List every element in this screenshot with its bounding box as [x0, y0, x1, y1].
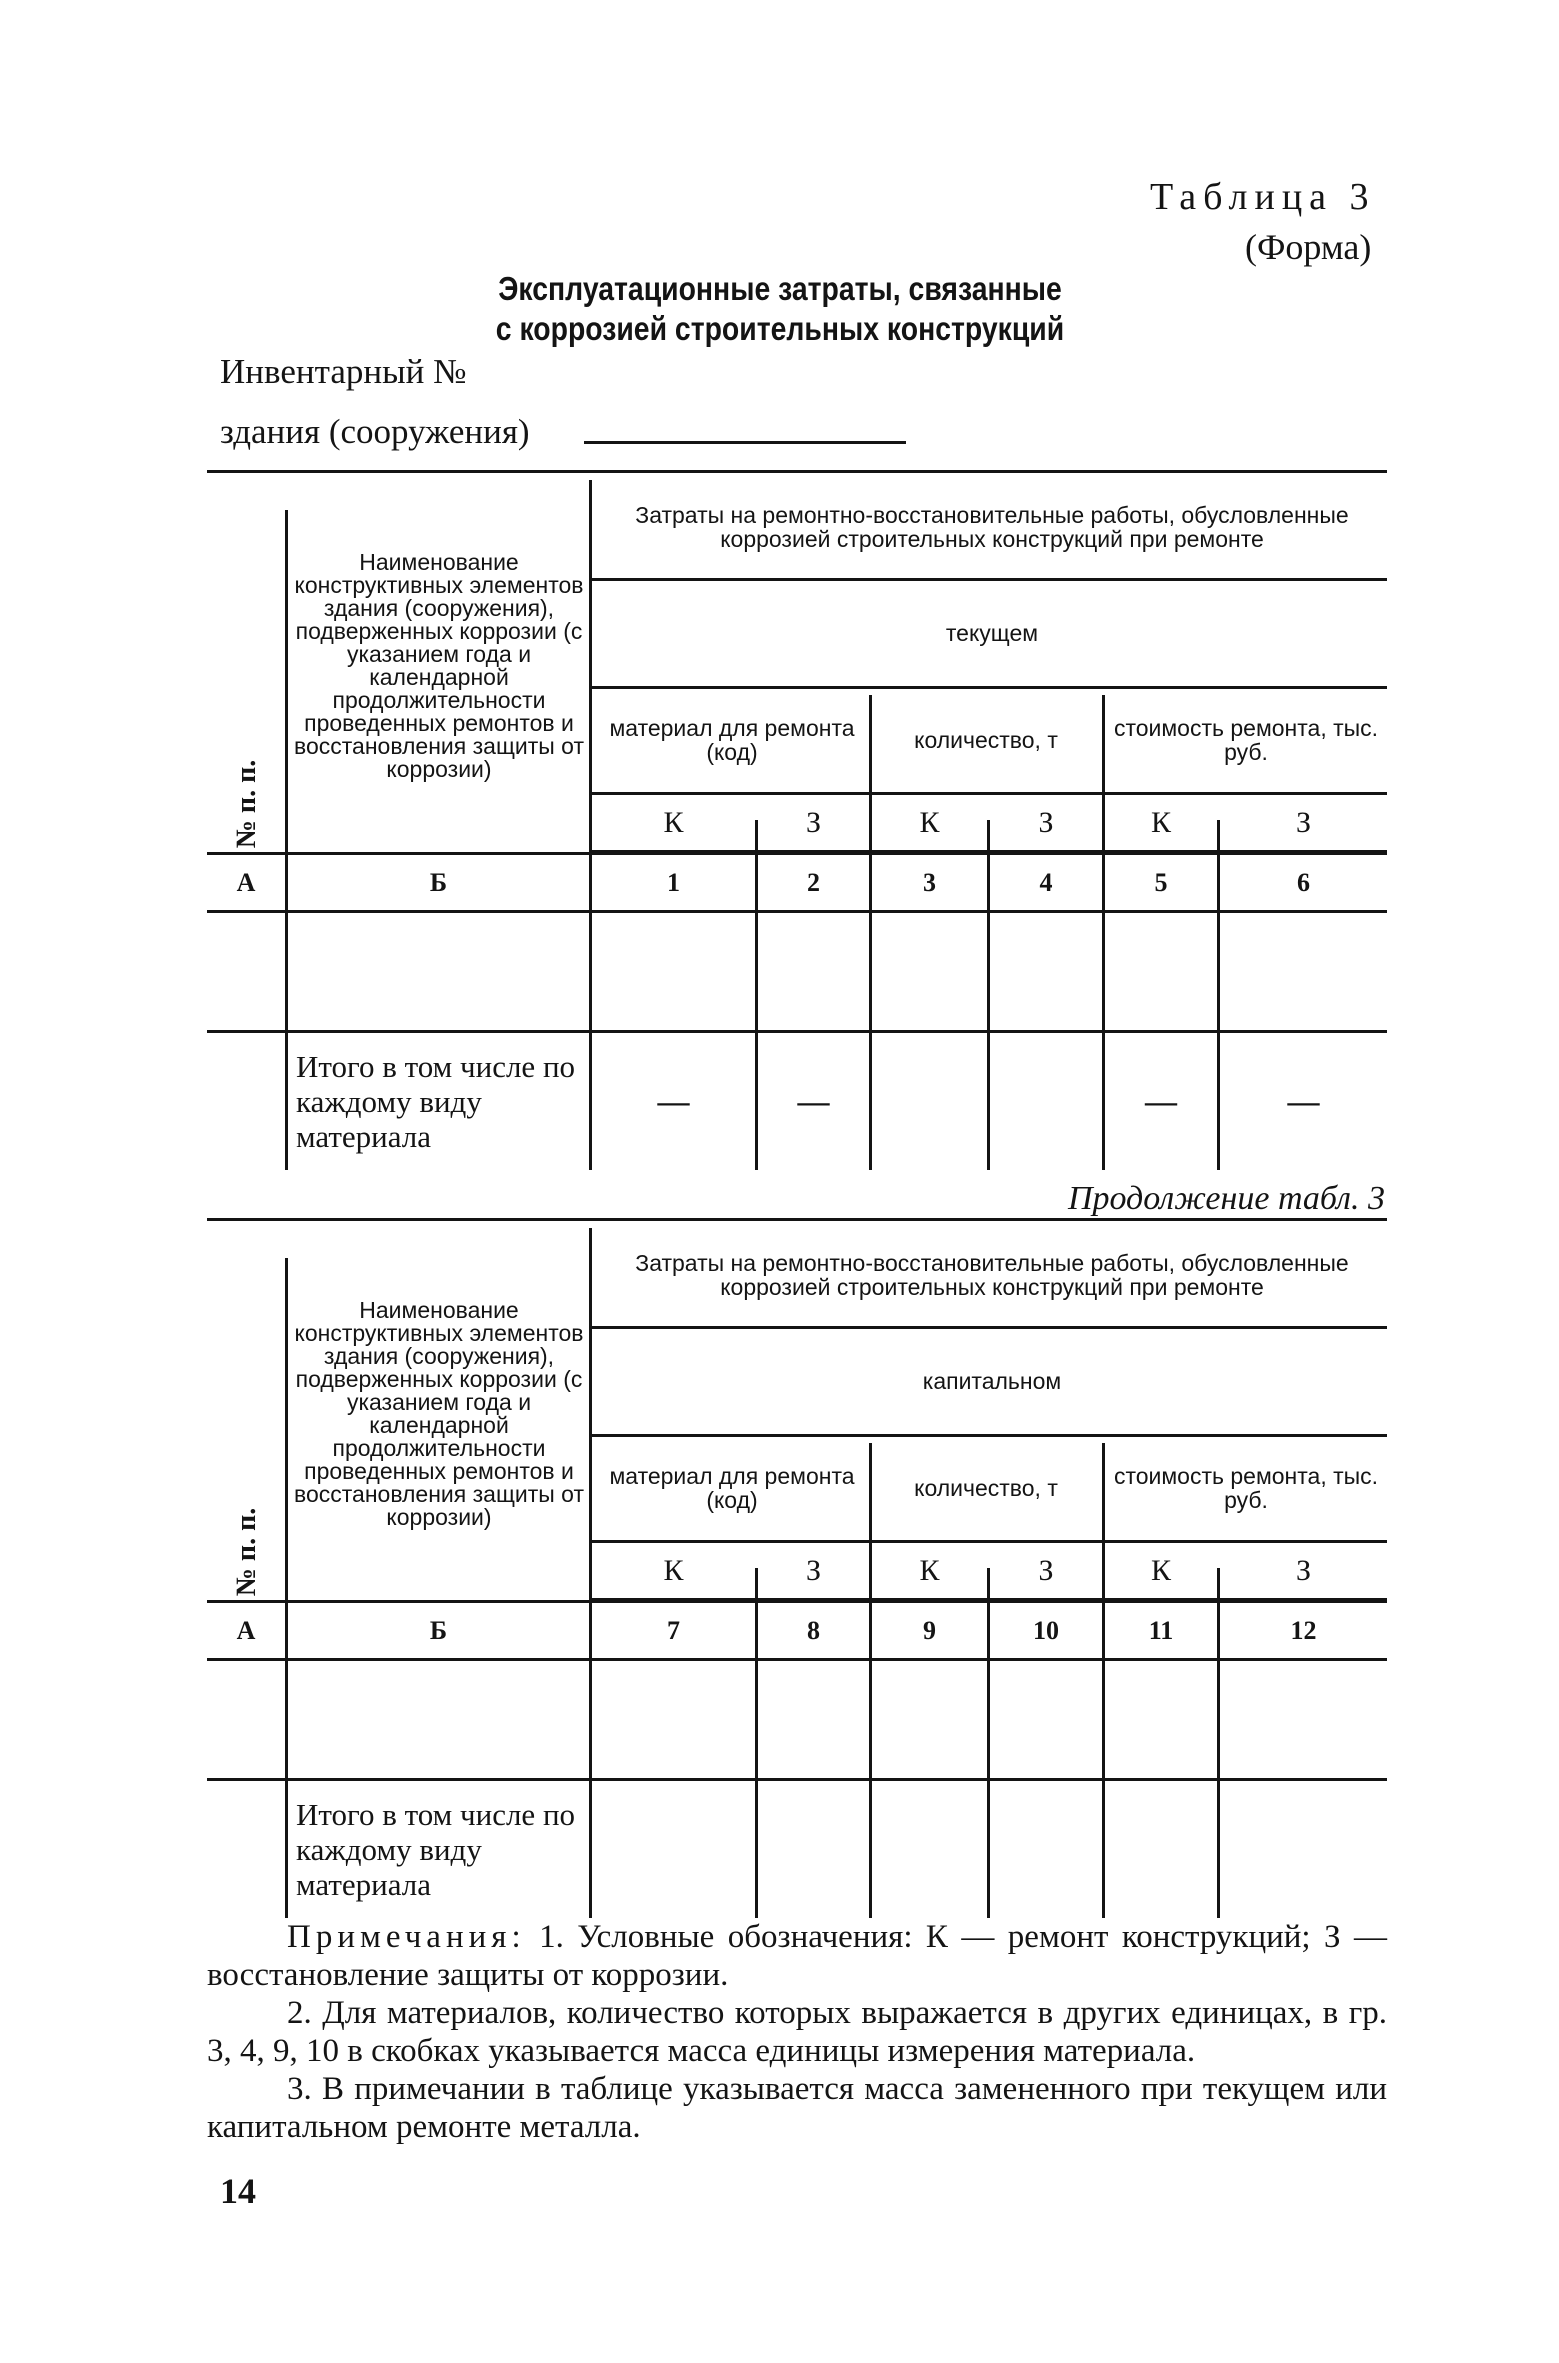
kz-label: К — [919, 806, 940, 839]
costs-group-header: Затраты на ремонтно-восстановительные работы, обусловленные коррозией строительных конструкций при ремонте — [635, 502, 1349, 552]
total-value — [592, 1784, 755, 1914]
material-header: материал для ремонта (код) — [609, 715, 855, 765]
kz-label: К — [1150, 1554, 1171, 1587]
kz-label: З — [805, 1554, 822, 1587]
kz-label: З — [1038, 806, 1054, 839]
form-label: (Форма) — [1245, 227, 1372, 267]
index-cell: 6 — [1297, 867, 1310, 897]
total-value: — — [797, 1082, 830, 1119]
element-name-header: Наименование конструктивных элементов здания (сооружения), подверженных коррозии (с указанием года и календарной продолжительности проведенных ремонтов и восстановления защиты от коррозии) — [294, 1297, 584, 1530]
total-value — [758, 1784, 869, 1914]
column-number-header: № п. п. — [231, 759, 262, 849]
costs-group-header: Затраты на ремонтно-восстановительные работы, обусловленные коррозией строительных конструкций при ремонте — [635, 1250, 1349, 1300]
notes-section — [207, 1918, 1387, 2146]
index-cell: 5 — [1154, 867, 1168, 897]
index-cell: 7 — [667, 1615, 680, 1645]
note-1: 1. Условные обозначения: К — ремонт конструкций; З — восстановление защиты от коррозии. — [207, 1919, 1387, 1993]
total-value — [872, 1036, 987, 1166]
continuation-label: Продолжение табл. 3 — [1067, 1180, 1385, 1217]
total-value — [990, 1784, 1102, 1914]
index-cell: 11 — [1148, 1615, 1174, 1645]
total-value — [990, 1036, 1102, 1166]
note-2: 2. Для материалов, количество которых выражается в других единицах, в гр. 3, 4, 9, 10 в скобках указывается масса единицы измерения материала. — [207, 1995, 1387, 2069]
cost-table-capital-repair — [207, 1218, 1387, 1918]
total-label: Итого в том числе по каждому виду материала — [296, 1048, 576, 1154]
index-cell: Б — [429, 867, 448, 897]
notes-heading: Примечания: — [287, 1919, 526, 1955]
cost-header: стоимость ремонта, тыс. руб. — [1113, 1463, 1379, 1513]
kz-label: З — [1295, 1554, 1312, 1587]
index-cell: 8 — [807, 1615, 820, 1645]
quantity-header: количество, т — [914, 1475, 1058, 1501]
kz-label: З — [805, 806, 822, 839]
page-number: 14 — [220, 2171, 256, 2211]
inventory-blank-line — [584, 441, 906, 444]
total-value — [1220, 1784, 1387, 1914]
index-cell: 9 — [923, 1615, 936, 1645]
note-3: 3. В примечании в таблице указывается масса замененного при текущем или капитальном ремонте металла. — [207, 2071, 1387, 2145]
document-title-line-2: с коррозией строительных конструкций — [495, 310, 1065, 347]
column-number-header: № п. п. — [231, 1507, 262, 1597]
kz-label: К — [663, 1554, 684, 1587]
index-cell: 2 — [807, 867, 820, 897]
index-cell: 10 — [1033, 1615, 1059, 1645]
kz-label: З — [1295, 806, 1312, 839]
repair-type-header: текущем — [945, 620, 1039, 646]
index-cell: 4 — [1039, 867, 1053, 897]
kz-label: К — [1150, 806, 1171, 839]
total-label: Итого в том числе по каждому виду материала — [296, 1796, 576, 1902]
index-cell: 1 — [667, 867, 680, 897]
index-cell: 12 — [1290, 1615, 1317, 1645]
index-cell: Б — [429, 1615, 448, 1645]
index-cell: А — [236, 1615, 256, 1645]
cost-table-current-repair — [207, 470, 1387, 1170]
total-value — [1105, 1784, 1217, 1914]
element-name-header: Наименование конструктивных элементов здания (сооружения), подверженных коррозии (с указанием года и календарной продолжительности проведенных ремонтов и восстановления защиты от коррозии) — [294, 549, 584, 782]
building-label: здания (сооружения) — [220, 412, 530, 451]
total-value: — — [1287, 1082, 1320, 1119]
total-value: — — [1145, 1082, 1177, 1119]
kz-label: К — [919, 1554, 940, 1587]
table-label: Таблица 3 — [1150, 176, 1376, 218]
repair-type-header: капитальном — [922, 1368, 1062, 1394]
index-cell: А — [236, 867, 256, 897]
material-header: материал для ремонта (код) — [609, 1463, 855, 1513]
total-value — [872, 1784, 987, 1914]
quantity-header: количество, т — [914, 727, 1058, 753]
total-value: — — [657, 1082, 690, 1119]
kz-label: З — [1038, 1554, 1054, 1587]
index-cell: 3 — [923, 867, 936, 897]
inventory-label: Инвентарный № — [220, 352, 467, 391]
document-title-line-1: Эксплуатационные затраты, связанные — [498, 270, 1062, 307]
kz-label: К — [663, 806, 684, 839]
cost-header: стоимость ремонта, тыс. руб. — [1113, 715, 1379, 765]
